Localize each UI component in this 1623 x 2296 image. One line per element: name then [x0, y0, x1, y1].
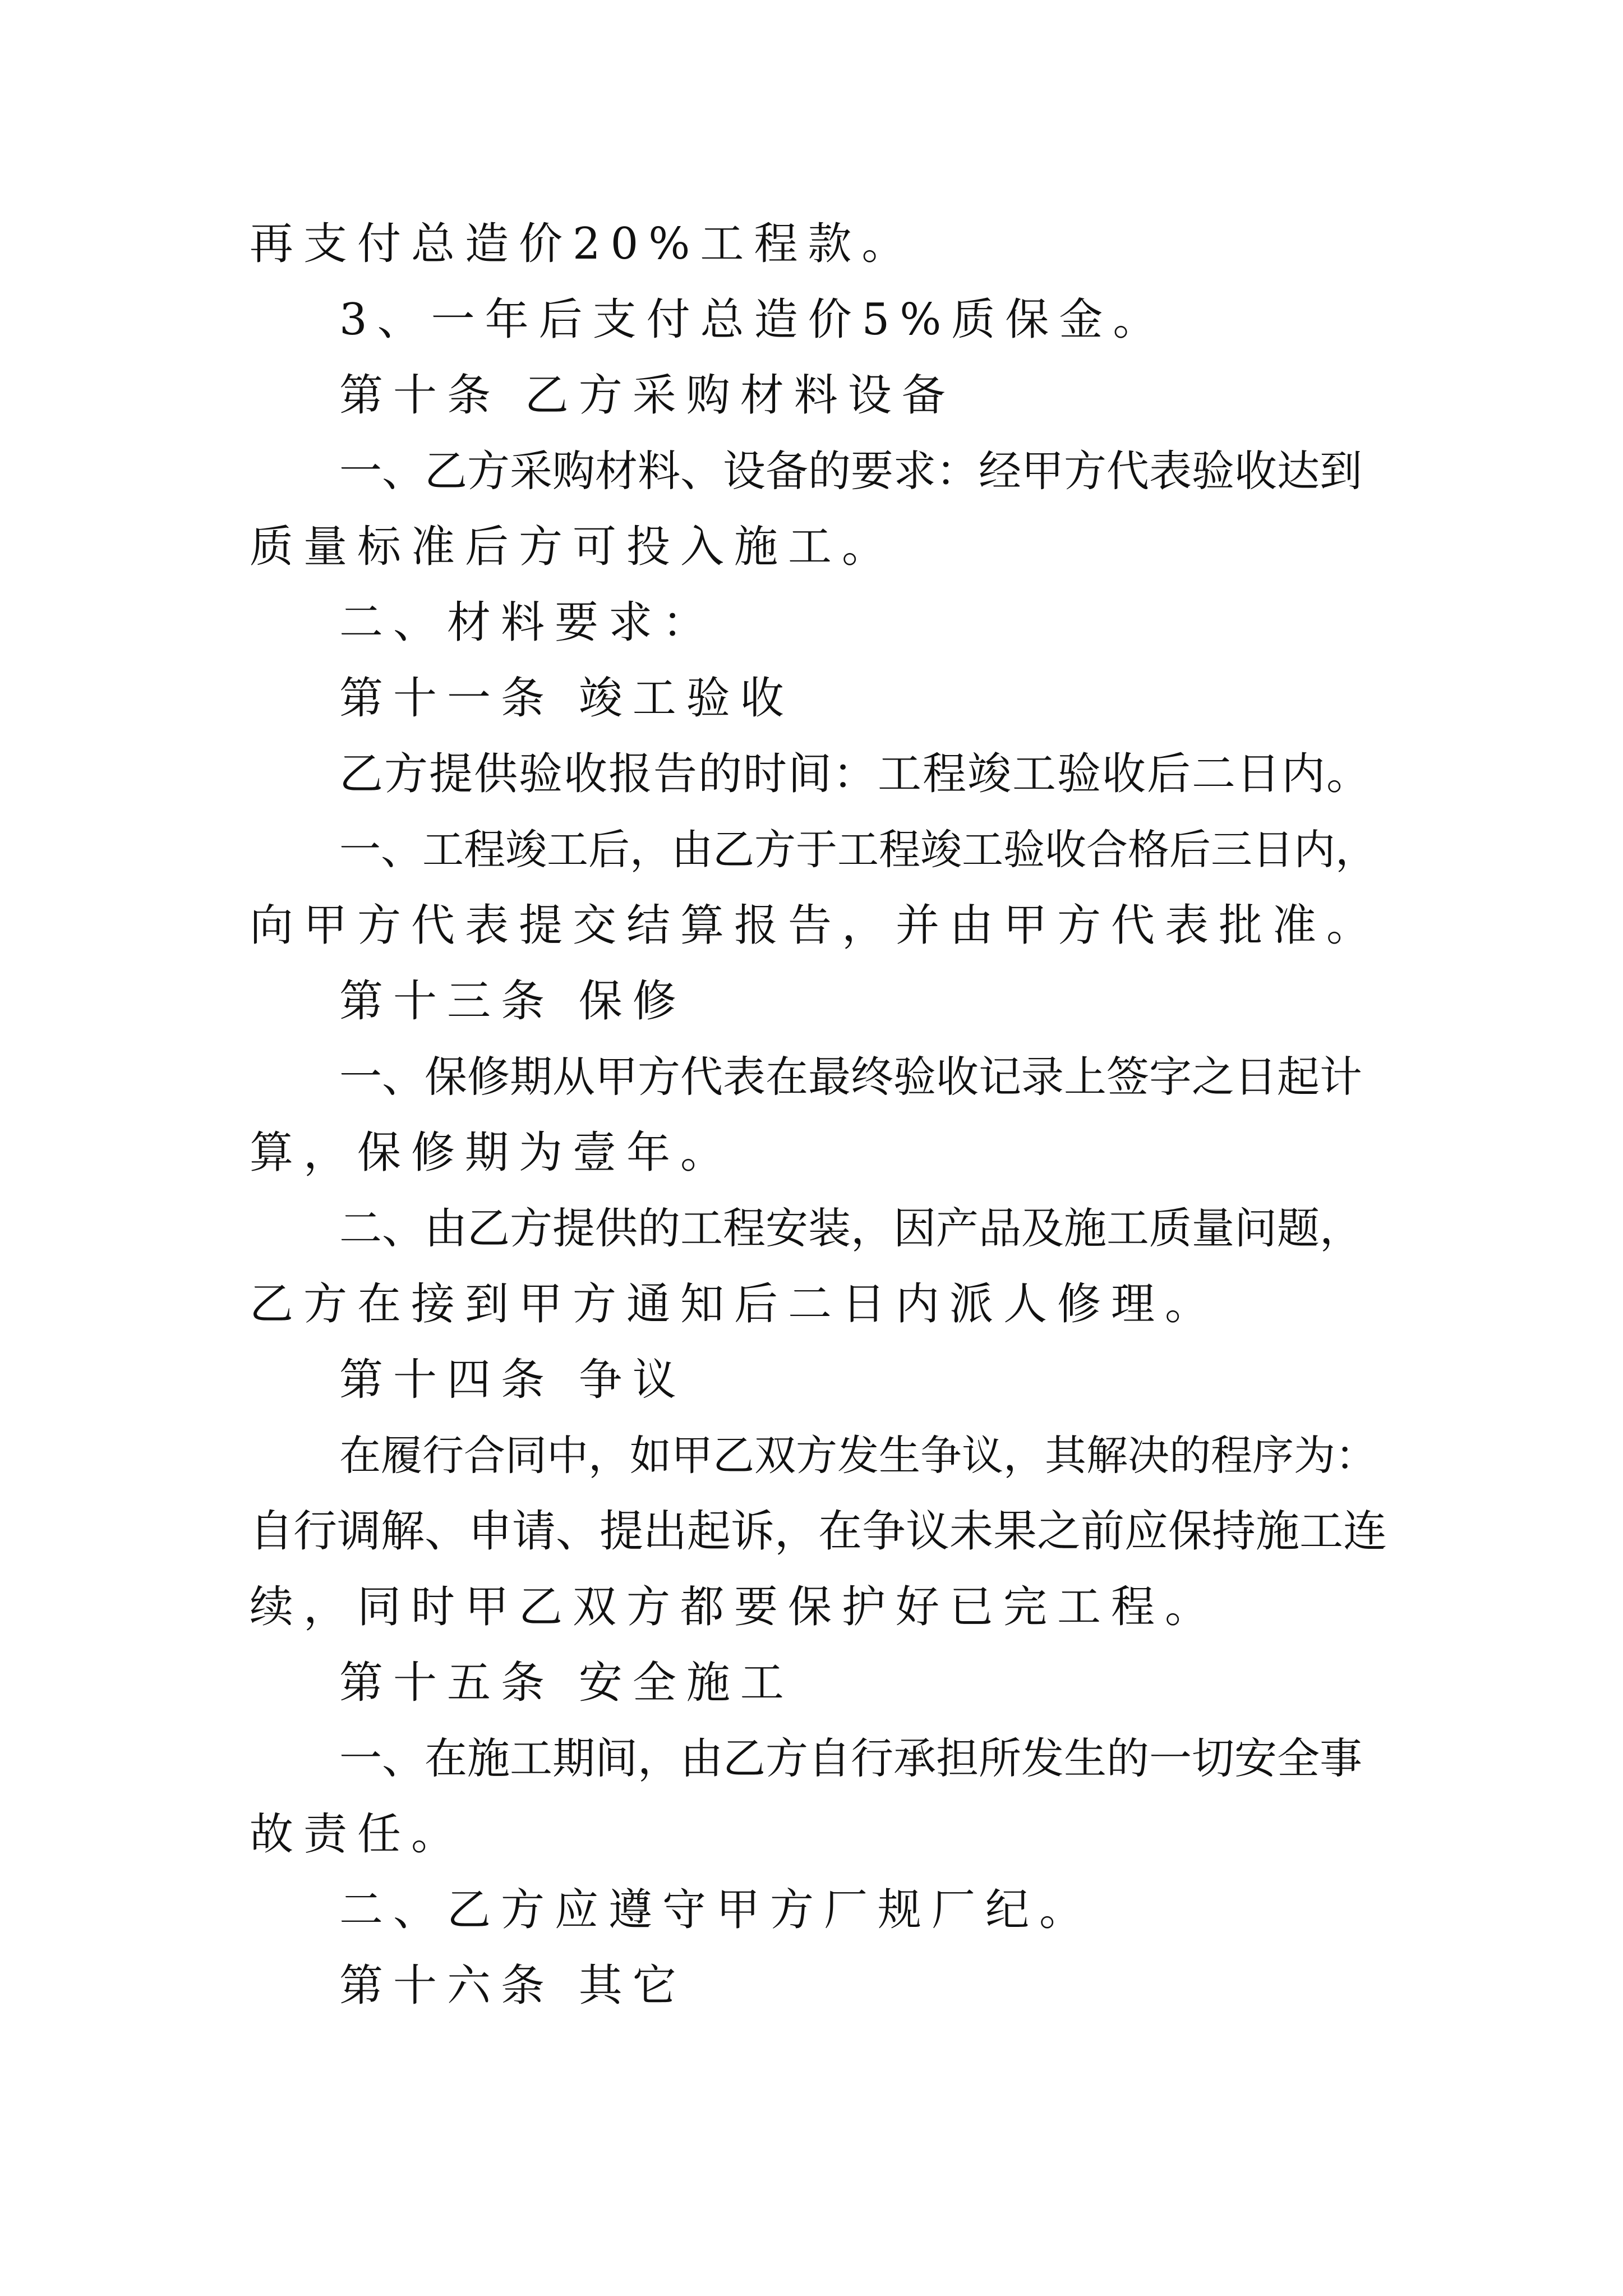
text-line: 在履行合同中，如甲乙双方发生争议，其解决的程序为： [339, 1432, 1377, 1480]
text-line: 向甲方代表提交结算报告，并由甲方代表批准。 [250, 900, 1381, 951]
text-line: 算，保修期为壹年。 [250, 1128, 735, 1178]
text-line: 一、保修期从甲方代表在最终验收记录上签字之日起计 [339, 1052, 1362, 1102]
text-line: 乙方提供验收报告的时间：工程竣工验收后二日内。 [339, 749, 1372, 799]
section-heading: 第十条 乙方采购材料设备 [339, 370, 956, 421]
section-heading: 第十五条 安全施工 [339, 1658, 794, 1708]
text-line: 故责任。 [250, 1809, 465, 1860]
text-line: 一、乙方采购材料、设备的要求：经甲方代表验收达到 [339, 446, 1362, 496]
text-line: 再支付总造价20%工程款。 [250, 219, 916, 269]
text-line: 乙方在接到甲方通知后二日内派人修理。 [250, 1279, 1219, 1329]
text-line: 一、在施工期间，由乙方自行承担所发生的一切安全事 [339, 1733, 1362, 1783]
section-heading: 第十四条 争议 [339, 1355, 686, 1405]
section-heading: 第十六条 其它 [339, 1961, 686, 2011]
section-heading: 第十三条 保修 [339, 976, 686, 1027]
text-line: 二、材料要求： [339, 597, 717, 648]
text-line: 自行调解、申请、提出起诉，在争议未果之前应保持施工连 [250, 1506, 1387, 1557]
text-line: 二、由乙方提供的工程安装，因产品及施工质量问题， [339, 1203, 1362, 1253]
text-line: 质量标准后方可投入施工。 [250, 522, 896, 572]
text-line: 一、工程竣工后，由乙方于工程竣工验收合格后三日内， [339, 826, 1377, 874]
text-line: 二、乙方应遵守甲方厂规厂纪。 [339, 1885, 1094, 1935]
text-line: 3、一年后支付总造价5%质保金。 [339, 295, 1167, 345]
section-heading: 第十一条 竣工验收 [339, 673, 794, 724]
text-line: 续，同时甲乙双方都要保护好已完工程。 [250, 1582, 1219, 1632]
